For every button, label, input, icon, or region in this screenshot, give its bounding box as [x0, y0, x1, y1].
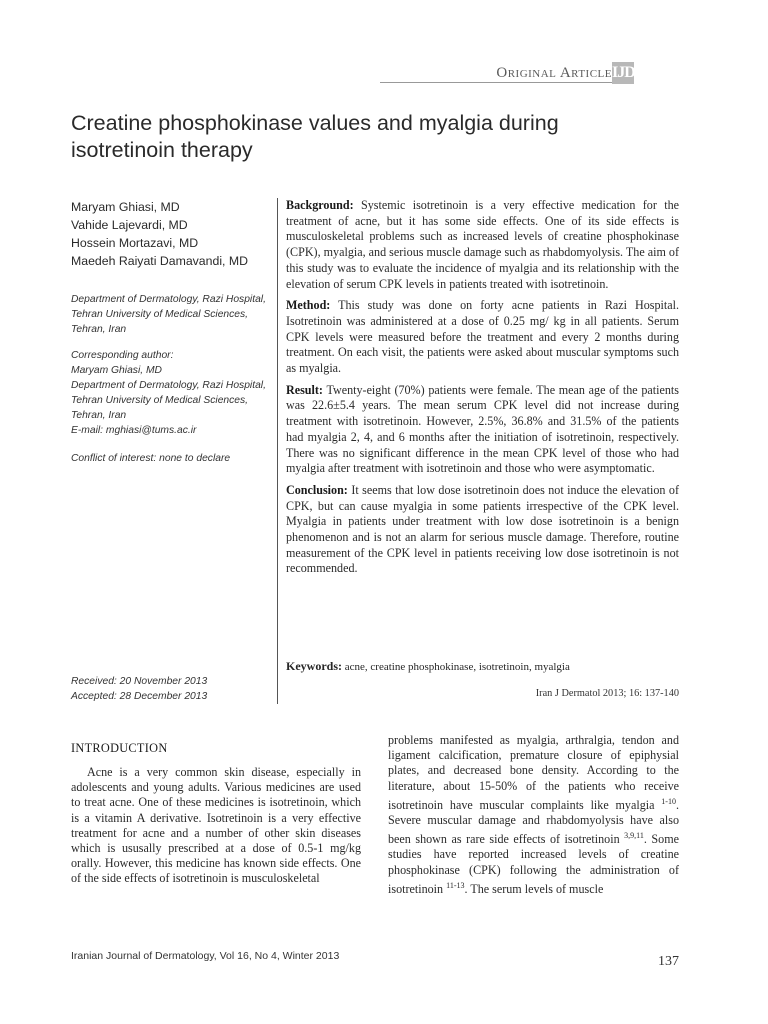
body-column-left	[71, 765, 361, 887]
keywords	[286, 659, 679, 674]
result-label: Result:	[286, 382, 323, 397]
section-header	[380, 62, 680, 84]
abstract-conclusion	[286, 483, 679, 577]
conclusion-text: It seems that low dose isotretinoin does not induce the elevation of CPK, but can cause myalgia in some patients irrespective of the CPK level. Myalgia in patients under treatment with low dose isotretinoin is a benign phenomenon and is not an alarm for serious muscle damage. Therefore, routine measurement of the CPK level in patients receiving low dose isotretinoin is not recommended.	[286, 482, 680, 576]
intro-text: . Severe muscular damage and rhabdomyolysis have also been shown as rare side effects of isotretinoin	[388, 797, 679, 847]
introduction-heading: INTRODUCTION	[71, 741, 168, 755]
conclusion-label: Conclusion:	[286, 482, 348, 497]
intro-paragraph-continued	[388, 733, 679, 897]
keywords-label: Keywords:	[286, 659, 342, 673]
author-list	[71, 198, 281, 270]
corresponding-label: Corresponding author:	[71, 350, 174, 361]
author-name: Hossein Mortazavi, MD	[71, 236, 199, 250]
corresponding-email: E-mail: mghiasi@tums.ac.ir	[71, 425, 197, 436]
intro-text: . The serum levels of muscle	[464, 881, 604, 896]
abstract-background	[286, 198, 679, 292]
background-text: Systemic isotretinoin is a very effective medication for the treatment of acne, but it has some side effects. One of its side effects is musculoskeletal problems such as increased levels of creatine phosphokinase (CPK), myalgia, and serious muscle damage such as rhabdomyolysis. The aim of this study was to evaluate the incidence of myalgia and its relationship with the elevation of serum CPK levels in patients treated with isotretinoin.	[286, 198, 679, 291]
section-label: Original Article	[496, 65, 612, 81]
result-text: Twenty-eight (70%) patients were female. The mean age of the patients was 22.6±5.4 years. The mean serum CPK level did not increase during treatment with isotretinoin. However, 2.5%, 36.8% and 31.5% of the patients had myalgia 2, 4, and 6 months after the initiation of isotretinoin, respectively. There was no significant difference in the mean CPK level of those who had myalgia after treatment with isotretinoin and those who were asymptomatic.	[286, 382, 679, 476]
author-name: Maedeh Raiyati Damavandi, MD	[71, 254, 249, 268]
journal-logo: IJD	[612, 62, 634, 84]
corresponding-author	[71, 348, 271, 438]
citation: Iran J Dermatol 2013; 16: 137-140	[535, 688, 679, 699]
article-dates	[71, 674, 271, 704]
corresponding-address: Department of Dermatology, Razi Hospital, Tehran University of Medical Sciences, Tehran, Iran	[71, 380, 266, 421]
affiliation: Department of Dermatology, Razi Hospital, Tehran University of Medical Sciences, Tehran, Iran	[71, 294, 266, 335]
intro-text: . Some studies have reported increased levels of creatine phosphokinase (CPK) following the administration of isotretinoin	[388, 832, 679, 896]
reference: 3,9,11	[624, 831, 644, 841]
accepted-date: Accepted: 28 December 2013	[71, 691, 208, 702]
article-title: Creatine phosphokinase values and myalgia during isotretinoin therapy	[71, 111, 559, 162]
conflict-of-interest: Conflict of interest: none to declare	[71, 453, 231, 464]
keywords-text: acne, creatine phosphokinase, isotretinoin, myalgia	[344, 661, 570, 673]
author-name: Vahide Lajevardi, MD	[71, 218, 188, 232]
corresponding-name: Maryam Ghiasi, MD	[71, 365, 162, 376]
abstract-result	[286, 383, 679, 477]
received-date: Received: 20 November 2013	[71, 676, 208, 687]
intro-text: problems manifested as myalgia, arthralgia, tendon and ligament calcification, premature closure of epiphysial plates, and decreased bone density. According to the literature, about 15-50% of the patients who receive isotretinoin have muscular complaints like myalgia	[388, 733, 679, 812]
method-label: Method:	[286, 298, 331, 313]
background-label: Background:	[286, 198, 354, 212]
column-divider	[277, 198, 278, 704]
abstract-method	[286, 298, 679, 377]
reference: 11-13	[446, 880, 465, 890]
page-number: 137	[658, 954, 679, 969]
author-name: Maryam Ghiasi, MD	[71, 200, 180, 214]
footer-journal: Iranian Journal of Dermatology, Vol 16, No 4, Winter 2013	[71, 950, 340, 962]
method-text: This study was done on forty acne patients in Razi Hospital. Isotretinoin was administered at a dose of 0.25 mg/ kg in all patients. Serum CPK levels were measured before the treatment and every 2 months during treatment. On each visit, the patients were asked about muscular symptoms such as myalgia.	[286, 298, 679, 376]
reference: 1-10	[661, 796, 676, 806]
abstract	[286, 198, 679, 583]
intro-paragraph: Acne is a very common skin disease, especially in adolescents and young adults. Various medicines are used to treat acne. One of these medicines is isotretinoin, which is a vitamin A derivative. Isotretinoin is a very effective treatment for acne and a number of other skin diseases which is ususally prescribed at a dose of 0.5-1 mg/kg orally. However, this medicine has known side effects. One of the side effects of isotretinoin is musculoskeletal	[71, 765, 361, 886]
body-column-right	[388, 733, 679, 897]
header-rule	[380, 82, 612, 83]
